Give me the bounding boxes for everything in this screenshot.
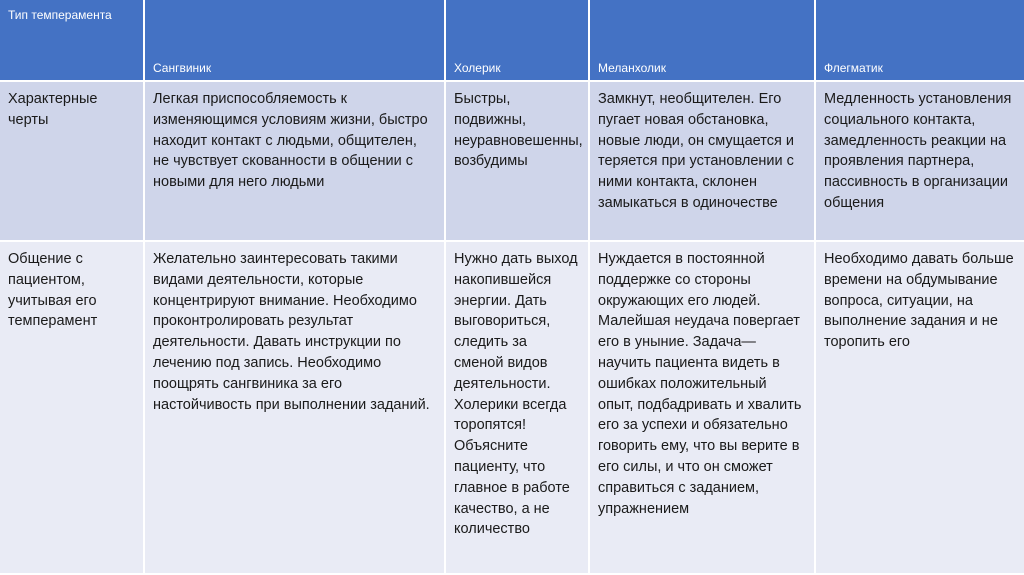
cell-traits-melancholic: Замкнут, необщителен. Его пугает новая обстановка, новые люди, он смущается и теряется при установлении с ними контакта, склонен замыкаться в одиночестве	[589, 81, 815, 241]
cell-traits-phlegmatic: Медленность установления социального контакта, замедленность реакции на проявления партнера, пассивность в организации общения	[815, 81, 1024, 241]
row-label-communication: Общение с пациентом, учитывая его темперамент	[0, 241, 144, 574]
cell-communication-melancholic: Нуждается в постоянной поддержке со стороны окружающих его людей. Малейшая неудача повергает его в уныние. Задача— научить пациента видеть в ошибках положительный опыт, подбадривать и хвалить его за успехи и обязательно говорить ему, что вы верите в его силы, и что он сможет справиться с заданием, упражнением	[589, 241, 815, 574]
row-label-traits: Характерные черты	[0, 81, 144, 241]
header-corner: Тип темперамента	[0, 0, 144, 81]
header-choleric: Холерик	[445, 0, 589, 81]
header-melancholic: Меланхолик	[589, 0, 815, 81]
table-row-communication	[0, 241, 1024, 574]
cell-traits-choleric: Быстры, подвижны, неуравновешенны, возбудимы	[445, 81, 589, 241]
header-sanguine: Сангвиник	[144, 0, 445, 81]
cell-traits-sanguine: Легкая приспособляемость к изменяющимся условиям жизни, быстро находит контакт с людьми, общителен, не чувствует скованности в общении с новыми для него людьми	[144, 81, 445, 241]
header-row	[0, 0, 1024, 81]
cell-communication-phlegmatic: Необходимо давать больше времени на обдумывание вопроса, ситуации, на выполнение задания и не торопить его	[815, 241, 1024, 574]
cell-communication-sanguine: Желательно заинтересовать такими видами деятельности, которые концентрируют внимание. Необходимо проконтролировать результат деятельности. Давать инструкции по лечению под запись. Необходимо поощрять сангвиника за его настойчивость при выполнении заданий.	[144, 241, 445, 574]
header-phlegmatic: Флегматик	[815, 0, 1024, 81]
table-row-traits	[0, 81, 1024, 241]
cell-communication-choleric: Нужно дать выход накопившейся энергии. Дать выговориться, следить за сменой видов деятельности. Холерики всегда торопятся! Объясните пациенту, что главное в работе качество, а не количество	[445, 241, 589, 574]
